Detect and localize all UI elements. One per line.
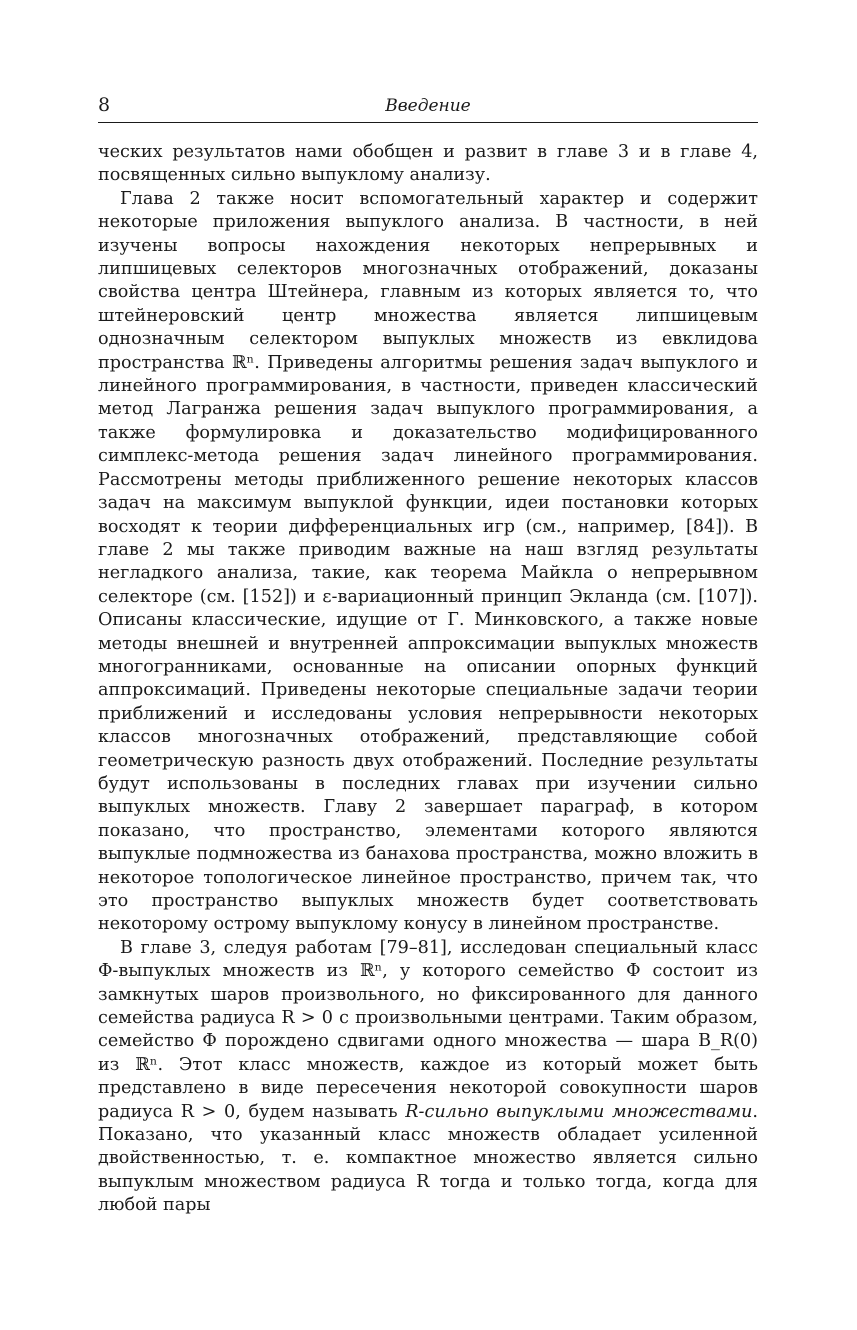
paragraph-3 [98, 937, 758, 1218]
paragraph-3-text-end: . Показано, что указанный класс множеств обладает усиленной двойственностью, т. е. компактное множество является сильно выпуклым множеством радиуса R тогда и только тогда, когда для любой пары [98, 1101, 759, 1216]
page-number: 8 [98, 94, 111, 116]
defined-term: R-сильно выпуклыми множествами [405, 1101, 753, 1122]
paragraph-1: ческих результатов нами обобщен и развит в главе 3 и в главе 4, посвященных сильно выпуклому анализу. [98, 142, 758, 186]
running-header [98, 92, 758, 123]
paragraph-3-text-start: В главе 3, следуя работам [79–81], исследован специальный класс Φ-выпуклых множеств из ℝⁿ, у которого семейство Φ состоит из замкнутых шаров произвольного, но фиксированного для данного семейства радиуса R > 0 с произвольными центрами. Таким образом, семейство Φ порождено сдвигами одного множества — шара B_R(0) из ℝⁿ. Этот класс множеств, каждое из который может быть представлено в виде пересечения некоторой совокупности шаров радиуса R > 0, будем называть [98, 937, 758, 1122]
body-text [98, 141, 758, 1218]
running-title: Введение [385, 96, 471, 116]
paragraph-2: Глава 2 также носит вспомогательный характер и содержит некоторые приложения выпуклого анализа. В частности, в ней изучены вопросы нахождения некоторых непрерывных и липшицевых селекторов многозначных отображений, доказаны свойства центра Штейнера, главным из которых является то, что штейнеровский центр множества является липшицевым однозначным селектором выпуклых множеств из евклидова пространства ℝⁿ. Приведены алгоритмы решения задач выпуклого и линейного программирования, в частности, приведен классический метод Лагранжа решения задач выпуклого программирования, а также формулировка и доказательство модифицированного симплекс-метода решения задач линейного программирования. Рассмотрены методы приближенного решение некоторых классов задач на максимум выпуклой функции, идеи постановки которых восходят к теории дифференциальных игр (см., например, [84]). В главе 2 мы также приводим важные на наш взгляд результаты негладкого анализа, такие, как теорема Майкла о непрерывном селекторе (см. [152]) и ε-вариационный принцип Экланда (см. [107]). Описаны классические, идущие от Г. Минковского, а также новые методы внешней и внутренней аппроксимации выпуклых множеств многогранниками, основанные на описании опорных функций аппроксимаций. Приведены некоторые специальные задачи теории приближений и исследованы условия непрерывности некоторых классов многозначных отображений, представляющие собой геометрическую разность двух отображений. Последние результаты будут использованы в последних главах при изучении сильно выпуклых множеств. Главу 2 завершает параграф, в котором показано, что пространство, элементами которого являются выпуклые подмножества из банахова пространства, можно вложить в некоторое топологическое линейное пространство, причем так, что это пространство выпуклых множеств будет соответствовать некоторому острому выпуклому конусу в линейном пространстве. [98, 188, 758, 935]
